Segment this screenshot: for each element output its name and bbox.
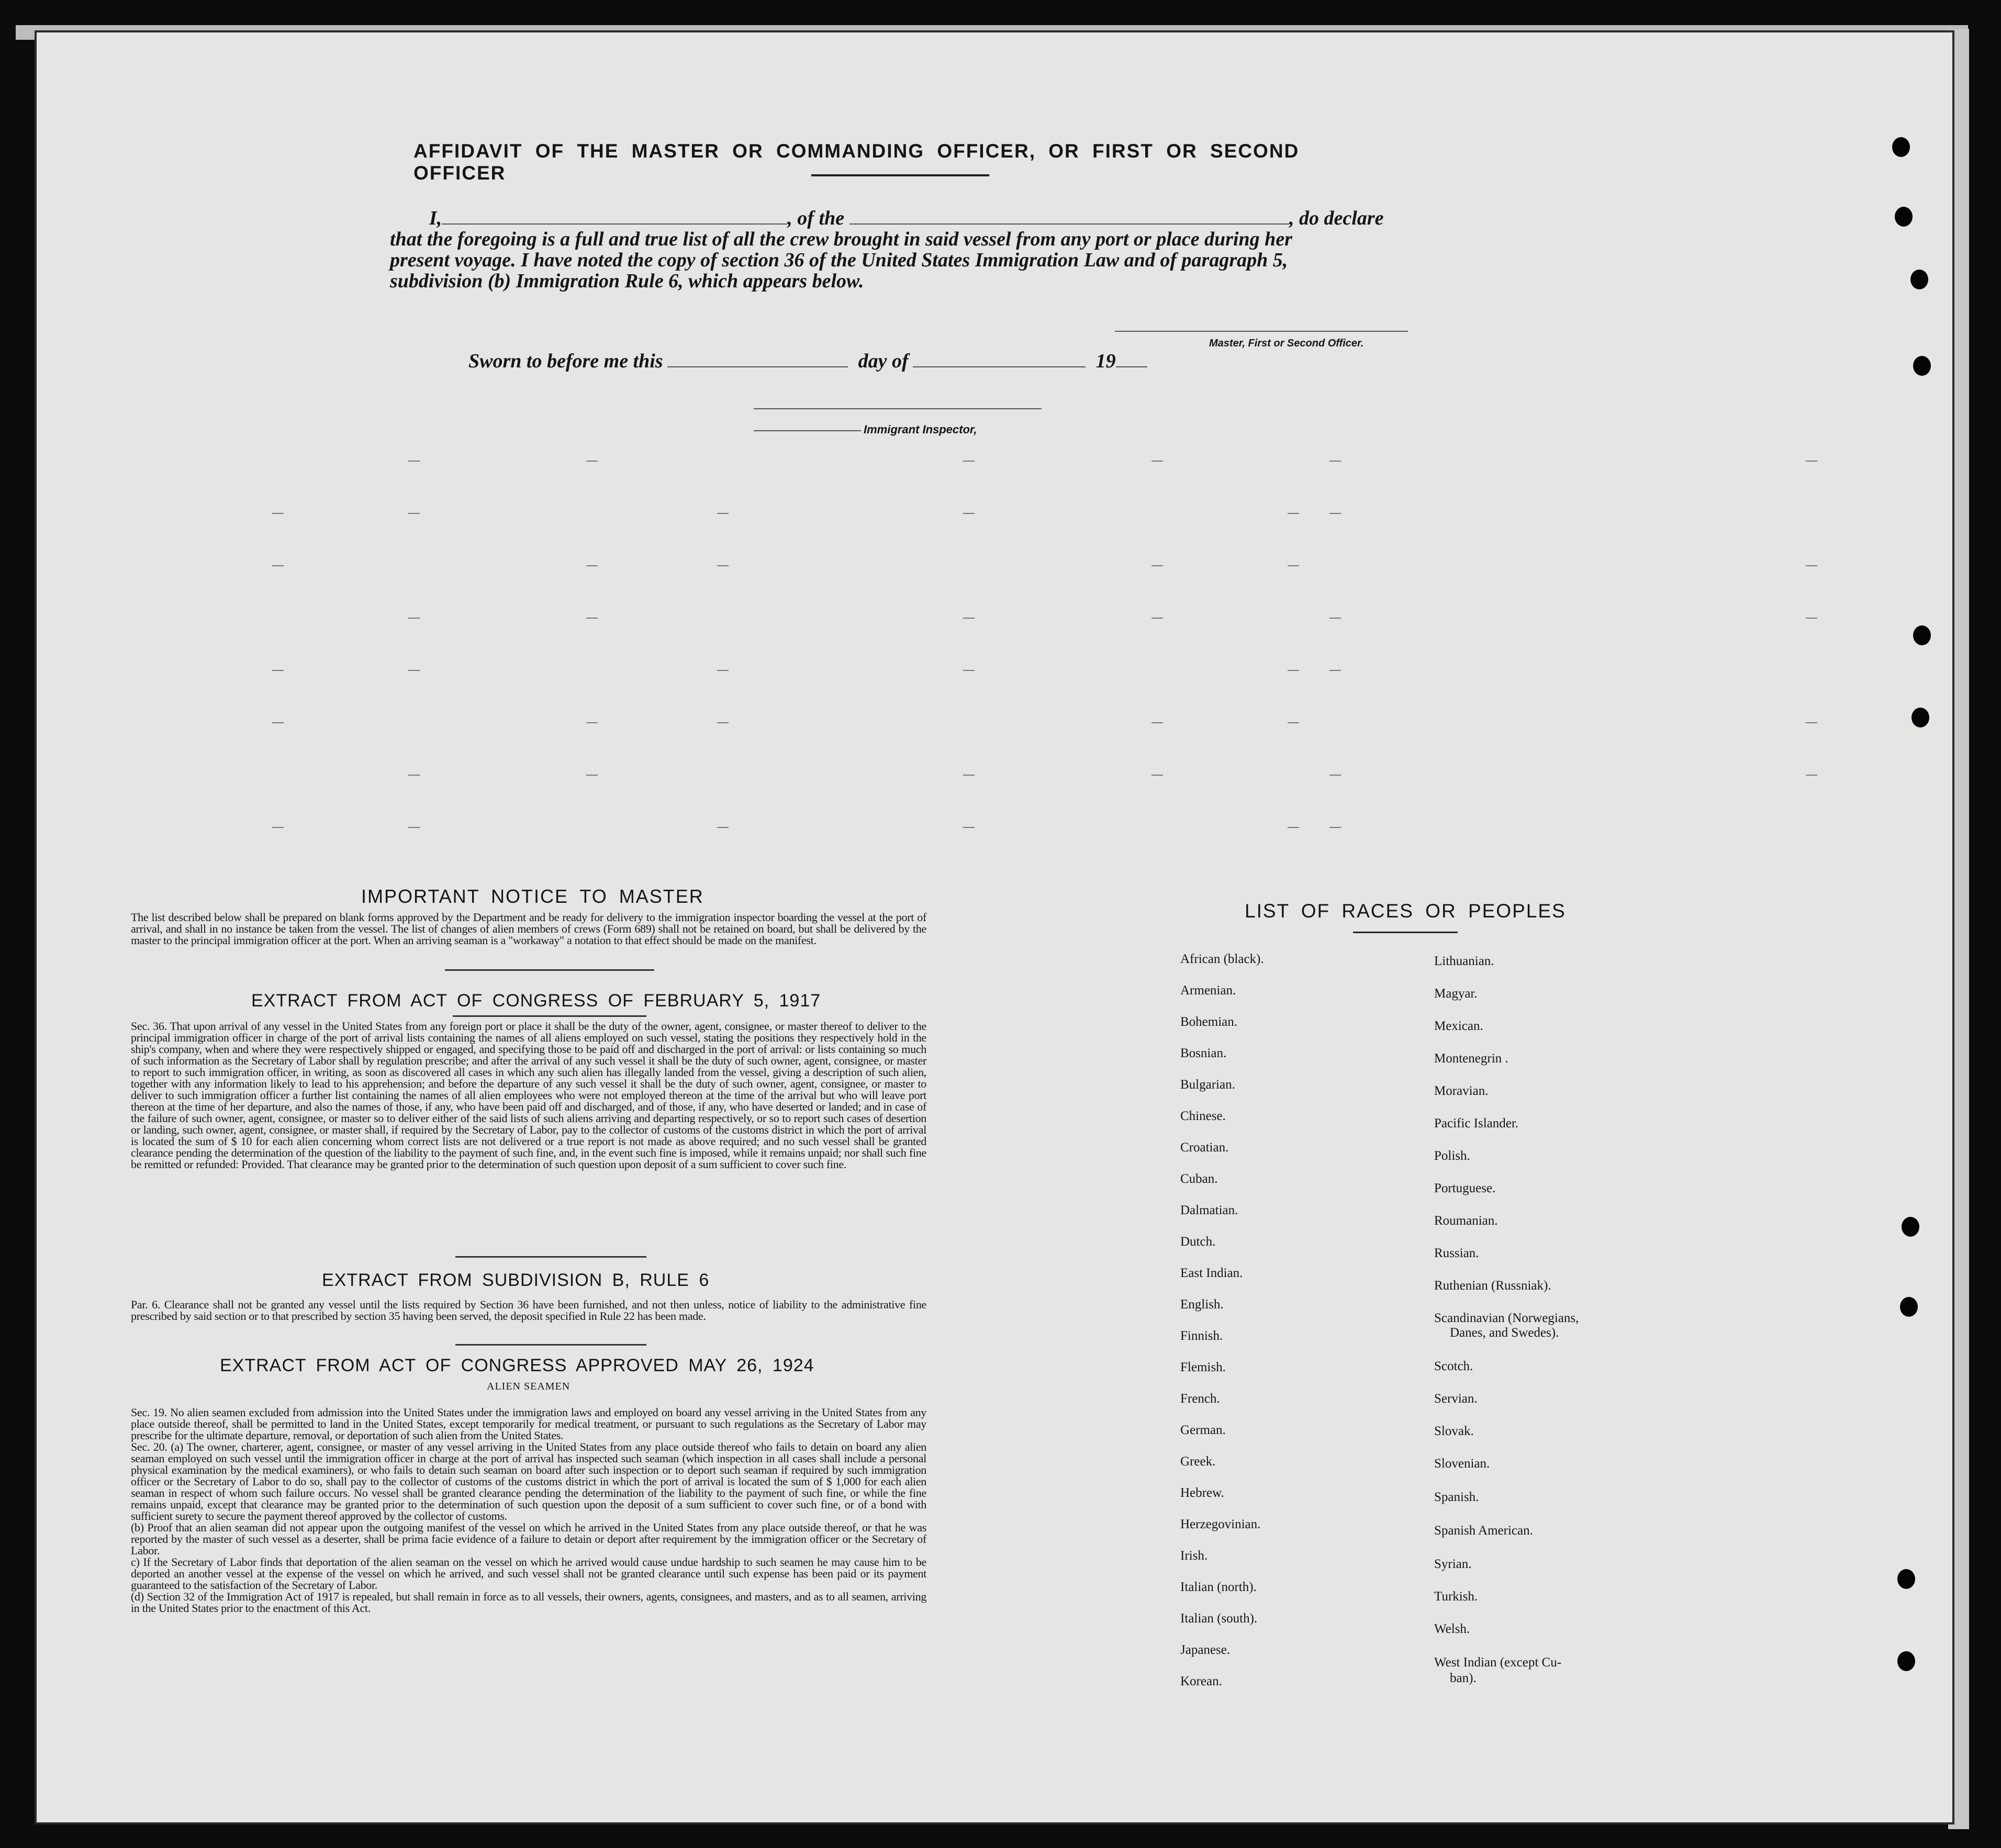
dash-mark: [408, 827, 420, 828]
punch-hole: [1897, 1651, 1915, 1671]
race-item: Irish.: [1180, 1549, 1208, 1563]
punch-hole: [1902, 1217, 1919, 1237]
dash-mark: [1806, 565, 1817, 566]
race-item: Bohemian.: [1180, 1015, 1238, 1029]
decl-i: I,: [429, 207, 442, 229]
dash-mark: [272, 722, 284, 723]
dash-mark: [272, 670, 284, 671]
dash-mark: [408, 461, 420, 462]
race-item: Polish.: [1434, 1149, 1470, 1163]
dash-mark: [1152, 565, 1163, 566]
race-item: Magyar.: [1434, 987, 1478, 1001]
dash-mark: [408, 618, 420, 619]
dash-mark: [717, 722, 729, 723]
dash-mark: [586, 565, 598, 566]
dash-mark: [408, 513, 420, 514]
race-item: Bosnian.: [1180, 1046, 1227, 1060]
sworn-line: [468, 350, 1147, 373]
race-item: Welsh.: [1434, 1622, 1470, 1636]
dash-mark: [717, 513, 729, 514]
inspector-lead-line: [754, 430, 861, 431]
punch-hole: [1895, 207, 1913, 227]
race-item: Croatian.: [1180, 1140, 1229, 1155]
punch-hole: [1911, 708, 1929, 727]
dash-mark: [1152, 461, 1163, 462]
dash-mark: [1806, 618, 1817, 619]
race-item: Hebrew.: [1180, 1486, 1224, 1500]
inspector-label: Immigrant Inspector,: [864, 423, 977, 436]
race-item: English.: [1180, 1297, 1224, 1312]
decl-of-the: , of the: [787, 207, 845, 229]
sec-20b: (b) Proof that an alien seaman did not appear upon the outgoing manifest of the vessel on which he arrived in the United States from any place outside thereof, or that he was reported by the master of such vessel as a deserter, shall be prima facie evidence of a failure to detain or deport after requirement by the immigration officer or the Secretary of Labor.: [131, 1521, 926, 1557]
race-item: Japanese.: [1180, 1643, 1231, 1657]
dash-mark: [963, 670, 975, 671]
dash-mark: [1806, 722, 1817, 723]
extract-1917-rule: [453, 1015, 646, 1017]
dash-mark: [717, 670, 729, 671]
race-item: Italian (north).: [1180, 1580, 1257, 1594]
dash-mark: [717, 565, 729, 566]
extract-rule6-heading: EXTRACT FROM SUBDIVISION B, RULE 6: [322, 1270, 710, 1290]
sec-20d: (d) Section 32 of the Immigration Act of 1917 is repealed, but shall remain in force as to all vessels, their owners, agents, consignees, and masters, and as to all seamen, arriving in the United States prior to the enactment of this Act.: [131, 1590, 926, 1615]
race-item: Dutch.: [1180, 1235, 1216, 1249]
dash-mark: [586, 461, 598, 462]
race-item: Greek.: [1180, 1454, 1216, 1469]
extract-rule6-body: Par. 6. Clearance shall not be granted any vessel until the lists required by Section 36 have been furnished, and not then unless, notice of liability to the administrative fine prescribed by said section or to that prescribed by section 35 having been served, the deposit specified in Rule 22 has been made.: [131, 1298, 926, 1323]
dash-mark: [1152, 618, 1163, 619]
dash-mark: [408, 670, 420, 671]
dash-mark: [1329, 618, 1341, 619]
race-item: German.: [1180, 1423, 1226, 1437]
dash-mark: [1329, 513, 1341, 514]
races-heading: LIST OF RACES OR PEOPLES: [1245, 900, 1566, 922]
race-item: West Indian (except Cu-: [1434, 1655, 1562, 1670]
dash-mark: [1288, 670, 1299, 671]
dash-mark: [963, 775, 975, 776]
race-item: Danes, and Swedes).: [1450, 1326, 1559, 1340]
dash-mark: [1329, 775, 1341, 776]
race-item: Cuban.: [1180, 1172, 1218, 1186]
declaration-line-1: [429, 207, 1383, 230]
dash-mark: [1288, 565, 1299, 566]
extract-1924-subheading: ALIEN SEAMEN: [487, 1381, 571, 1392]
race-item: Scandinavian (Norwegians,: [1434, 1311, 1579, 1325]
sworn-month-blank[interactable]: [913, 366, 1086, 367]
sec-19: Sec. 19. No alien seamen excluded from admission into the United States under the immigration laws and employed on board any vessel arriving in the United States from any place outside thereof, shall be permitted to land in the United States, except temporarily for medical treatment, or pursuant to such regulations as the Secretary of Labor may prescribe for the ultimate departure, removal, or deportation of such alien from the United States.: [131, 1406, 926, 1442]
dash-mark: [963, 513, 975, 514]
decl-do-declare: , do declare: [1289, 207, 1384, 229]
dash-mark: [1288, 827, 1299, 828]
race-item: Korean.: [1180, 1674, 1222, 1688]
dash-mark: [586, 775, 598, 776]
race-item: Turkish.: [1434, 1589, 1478, 1604]
race-item: Pacific Islander.: [1434, 1116, 1519, 1130]
dash-mark: [1288, 513, 1299, 514]
dash-mark: [1152, 722, 1163, 723]
vessel-blank[interactable]: [849, 223, 1289, 225]
race-item: Spanish American.: [1434, 1524, 1533, 1538]
sworn-day-blank[interactable]: [667, 366, 848, 367]
extract-1924-body: [131, 1407, 926, 1614]
race-item: Dalmatian.: [1180, 1203, 1238, 1217]
inspector-signature-line[interactable]: [754, 408, 1042, 409]
punch-hole: [1897, 1569, 1915, 1589]
dash-mark: [1152, 775, 1163, 776]
sworn-year: 19: [1095, 350, 1116, 372]
race-item: Chinese.: [1180, 1109, 1226, 1123]
dash-mark: [1806, 461, 1817, 462]
dash-mark: [963, 827, 975, 828]
dash-mark: [272, 565, 284, 566]
race-item: Moravian.: [1434, 1084, 1489, 1098]
master-signature-line[interactable]: [1115, 331, 1408, 332]
name-blank[interactable]: [442, 223, 787, 225]
race-item: ban).: [1450, 1671, 1477, 1685]
notice-body: The list described below shall be prepared on blank forms approved by the Department and be ready for delivery to the immigration inspector boarding the vessel at the port of arrival, and shall in no instance be taken from the vessel. The list of changes of alien members of crews (Form 689) shall not be retained on board, but shall be delivered by the master to the principal immigration officer at the port. When an arriving seaman is a "workaway" a notation to that effect should be made on the manifest.: [131, 911, 926, 947]
notice-heading: IMPORTANT NOTICE TO MASTER: [361, 886, 704, 907]
affidavit-rule: [811, 174, 989, 176]
dash-mark: [717, 827, 729, 828]
dash-mark: [408, 775, 420, 776]
race-item: Syrian.: [1434, 1557, 1472, 1571]
sworn-day-of: day of: [858, 350, 909, 372]
affidavit-title: AFFIDAVIT OF THE MASTER OR COMMANDING OFFICER, OR FIRST OR SECOND OFFICER: [413, 140, 1300, 184]
punch-hole: [1913, 356, 1931, 376]
sec-20c: c) If the Secretary of Labor finds that deportation of the alien seaman on the vessel on which he arrived would cause undue hardship to such seamen he may cause him to be deported an another vessel at the expense of the vessel on which he arrived, and such vessel shall not be granted clearance until such expense has been paid or its payment guaranteed to the satisfaction of the Secretary of Labor.: [131, 1555, 926, 1592]
dash-mark: [1329, 461, 1341, 462]
race-item: Ruthenian (Russniak).: [1434, 1279, 1551, 1293]
race-item: Spanish.: [1434, 1490, 1479, 1504]
punch-hole: [1913, 625, 1931, 645]
race-item: Lithuanian.: [1434, 954, 1494, 968]
master-label: Master, First or Second Officer.: [1209, 338, 1364, 349]
race-item: Slovenian.: [1434, 1457, 1490, 1471]
extract-1917-end-rule: [455, 1256, 646, 1258]
dash-mark: [1806, 775, 1817, 776]
dash-mark: [963, 461, 975, 462]
race-item: French.: [1180, 1392, 1220, 1406]
dash-mark: [1288, 722, 1299, 723]
race-item: Flemish.: [1180, 1360, 1226, 1374]
race-item: Herzegovinian.: [1180, 1517, 1261, 1531]
race-item: Finnish.: [1180, 1329, 1223, 1343]
declaration-line-3: present voyage. I have noted the copy of section 36 of the United States Immigration Law and of paragraph 5,: [390, 249, 1288, 271]
declaration-line-2: that the foregoing is a full and true list of all the crew brought in said vessel from any port or place during her: [390, 228, 1292, 250]
race-item: Slovak.: [1434, 1424, 1474, 1438]
notice-rule: [445, 969, 654, 971]
race-item: Italian (south).: [1180, 1611, 1258, 1626]
race-item: Russian.: [1434, 1246, 1479, 1260]
race-item: Mexican.: [1434, 1019, 1483, 1033]
dash-mark: [586, 722, 598, 723]
extract-rule6-rule: [455, 1344, 646, 1346]
extract-1917-heading: EXTRACT FROM ACT OF CONGRESS OF FEBRUARY 5, 1917: [251, 991, 821, 1011]
dash-mark: [1329, 827, 1341, 828]
dash-mark: [1329, 670, 1341, 671]
races-rule: [1353, 932, 1458, 933]
extract-1924-heading: EXTRACT FROM ACT OF CONGRESS APPROVED MAY 26, 1924: [220, 1356, 814, 1375]
race-item: Scotch.: [1434, 1359, 1473, 1373]
sec-20a: Sec. 20. (a) The owner, charterer, agent, consignee, or master of any vessel arriving in the United States from any place outside thereof who fails to detain on board any alien seaman employed on such vessel until the immigration officer in charge at the port of arrival has inspected such seaman (which inspection in all cases shall include a personal physical examination by the medical examiners), or who fails to detain such seaman on board after such inspection or to deport such seaman if required by such immigration officer or the Secretary of Labor to do so, shall pay to the collector of customs of the customs district in which the port of arrival is located the sum of $ 1,000 for each alien seaman in respect of whom such failure occurs. No vessel shall be granted clearance pending the determination of the liability to the payment of such fine, or while the fine remains unpaid, except that clearance may be granted prior to the determination of such question upon the deposit of a sum sufficient to cover such fine, or of a bond with sufficient surety to secure the payment thereof approved by the collector of customs.: [131, 1440, 926, 1522]
race-item: Armenian.: [1180, 983, 1236, 998]
punch-hole: [1910, 270, 1928, 289]
sworn-text: Sworn to before me this: [468, 350, 663, 372]
race-item: Montenegrin .: [1434, 1051, 1508, 1066]
race-item: African (black).: [1180, 952, 1264, 966]
race-item: Roumanian.: [1434, 1214, 1498, 1228]
dash-mark: [586, 618, 598, 619]
dash-mark: [272, 513, 284, 514]
race-item: Servian.: [1434, 1392, 1478, 1406]
dash-mark: [272, 827, 284, 828]
race-item: East Indian.: [1180, 1266, 1243, 1280]
dash-mark: [963, 618, 975, 619]
race-item: Portuguese.: [1434, 1181, 1496, 1195]
extract-1917-body: Sec. 36. That upon arrival of any vessel in the United States from any foreign port or place it shall be the duty of the owner, agent, consignee, or master thereof to deliver to the principal immigration officer in charge of the port of arrival lists containing the names of all aliens employed on such vessel, stating the positions they respectively hold in the ship's company, when and where they were respectively shipped or engaged, and specifying those to be paid off and discharged in the port of arrival: or lists containing so much of such information as the Secretary of Labor shall by regulation prescribe; and after the arrival of any such vessel it shall be the duty of such owner, agent, consignee, or master to report to such immigration officer, in writing, as soon as discovered all cases in which any such alien has illegally landed from the vessel, giving a description of such alien, together with any information likely to lead to his apprehension; and before the departure of any such vessel it shall be the duty of such owner, agent, consignee, or master to deliver to such immigration officer a further list containing the names of all alien employees who were not employed thereon at the time of the arrival but who will leave port thereon at the time of her departure, and also the names of those, if any, who have been paid off and discharged, and of those, if any, who have deserted or landed; and in case of the failure of such owner, agent, consignee, or master so to deliver either of the said lists of such aliens arriving and departing respectively, or so to report such cases of desertion or landing, such owner, agent, consignee, or master shall, if required by the Secretary of Labor, pay to the collector of customs of the customs district in which the port of arrival is located the sum of $ 10 for each alien concerning whom correct lists are not delivered or a true report is not made as above required; and no such vessel shall be granted clearance pending the determination of the question of the liability to the payment of such fine, and, in the event such fine is imposed, while it remains unpaid; nor shall such fine be remitted or refunded: Provided. That clearance may be granted prior to the determination of such question upon deposit of a sum sufficient to cover such fine.: [131, 1020, 926, 1171]
punch-hole: [1900, 1297, 1918, 1317]
race-item: Bulgarian.: [1180, 1078, 1235, 1092]
sworn-year-blank[interactable]: [1116, 366, 1147, 367]
declaration-line-4: subdivision (b) Immigration Rule 6, which appears below.: [390, 270, 864, 292]
punch-hole: [1892, 137, 1910, 157]
